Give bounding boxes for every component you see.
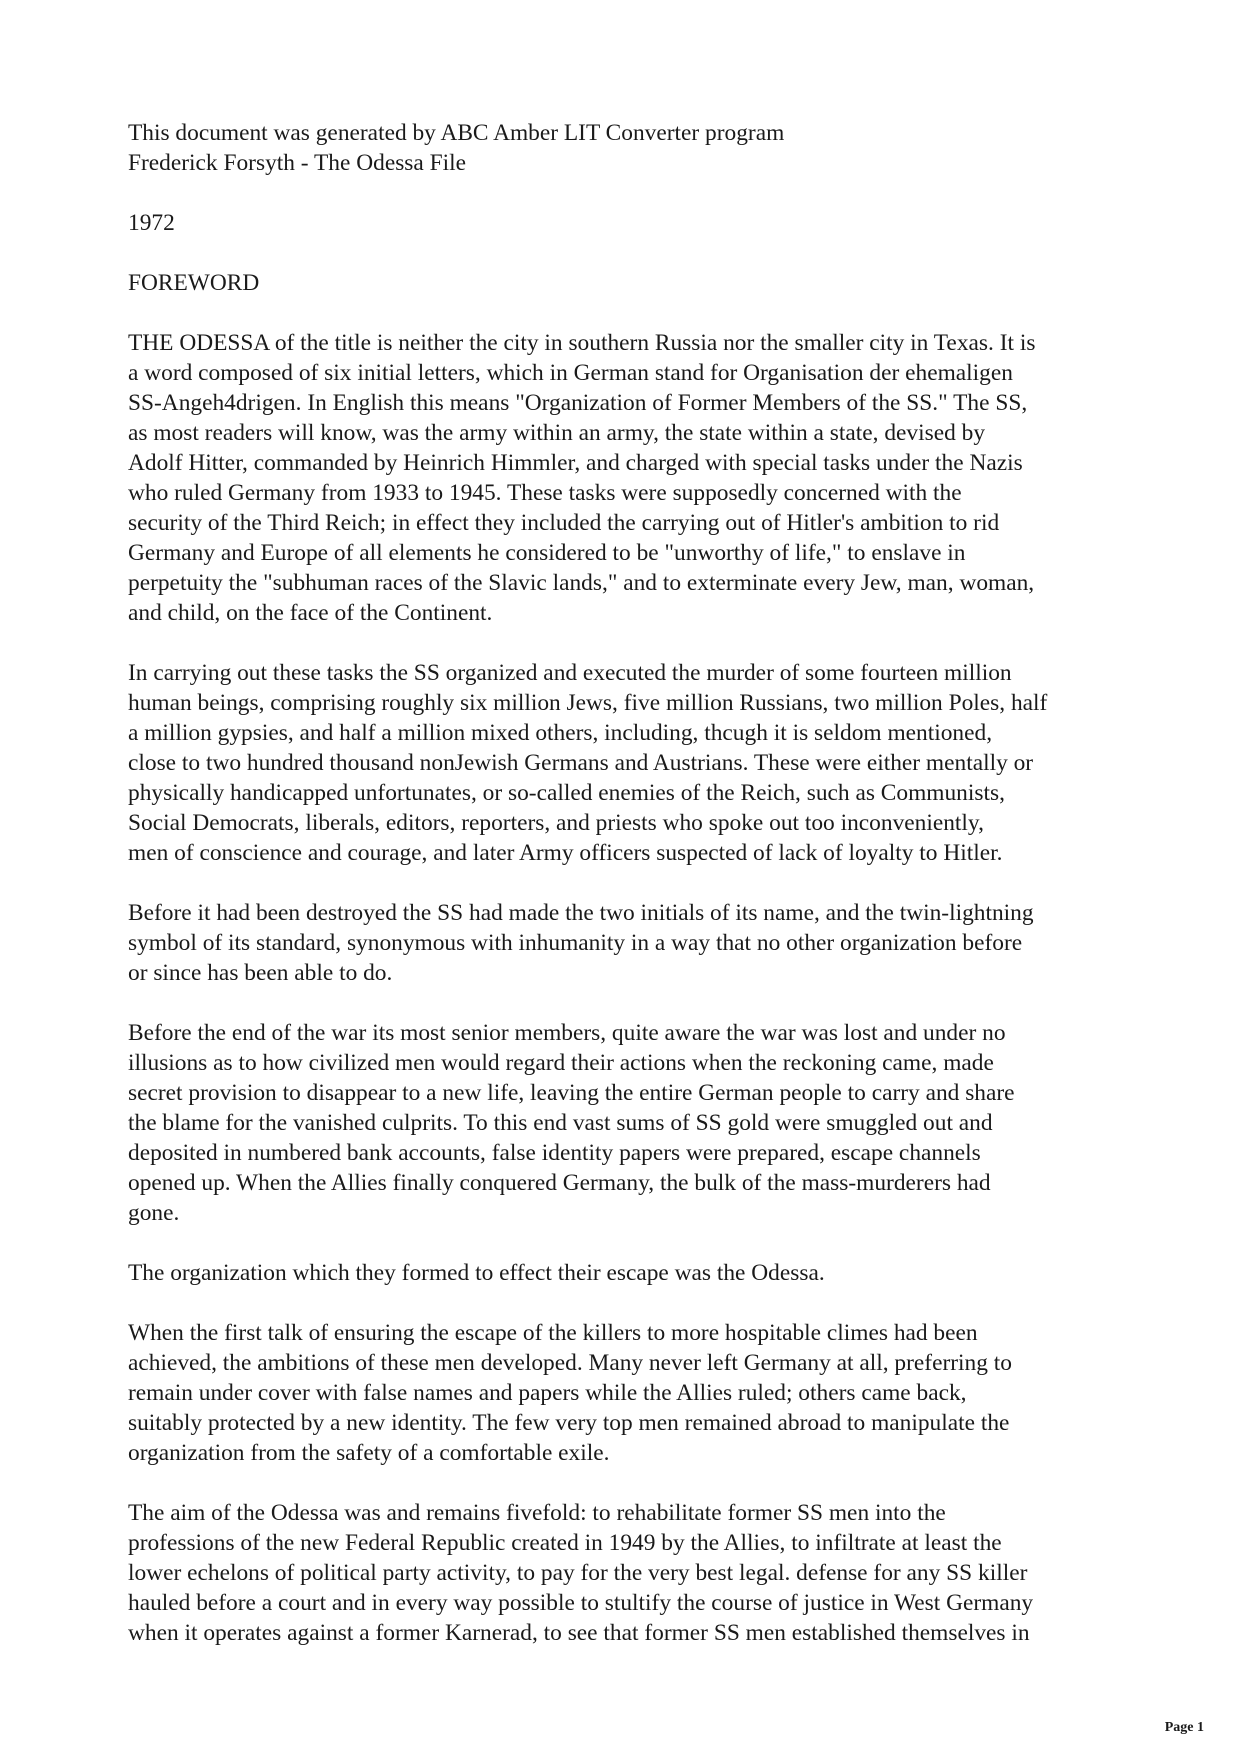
text-line: opened up. When the Allies finally conquered Germany, the bulk of the mass-murderers had — [128, 1170, 991, 1196]
text-line: close to two hundred thousand nonJewish Germans and Austrians. These were either mentally or — [128, 750, 1034, 776]
text-line: achieved, the ambitions of these men developed. Many never left Germany at all, preferring to — [128, 1350, 1012, 1376]
document-page — [128, 118, 1128, 1678]
text-line: a million gypsies, and half a million mixed others, including, thcugh it is seldom mentioned, — [128, 720, 993, 746]
paragraph — [128, 898, 1128, 988]
text-line: Social Democrats, liberals, editors, reporters, and priests who spoke out too inconveniently, — [128, 810, 984, 836]
text-line: THE ODESSA of the title is neither the city in southern Russia nor the smaller city in Texas. It is — [128, 330, 1036, 356]
publication-year: 1972 — [128, 210, 175, 236]
text-line: organization from the safety of a comfortable exile. — [128, 1440, 610, 1466]
paragraph — [128, 1018, 1128, 1228]
text-line: security of the Third Reich; in effect they included the carrying out of Hitler's ambition to rid — [128, 510, 1000, 536]
text-line: Before it had been destroyed the SS had made the two initials of its name, and the twin-lightning — [128, 900, 1034, 926]
text-line: perpetuity the "subhuman races of the Slavic lands," and to exterminate every Jew, man, woman, — [128, 570, 1035, 596]
text-line: the blame for the vanished culprits. To this end vast sums of SS gold were smuggled out and — [128, 1110, 993, 1136]
text-line: and child, on the face of the Continent. — [128, 600, 493, 626]
text-line: illusions as to how civilized men would regard their actions when the reckoning came, made — [128, 1050, 994, 1076]
generator-line: This document was generated by ABC Amber LIT Converter program — [128, 120, 785, 146]
text-line: Germany and Europe of all elements he considered to be "unworthy of life," to enslave in — [128, 540, 966, 566]
text-line: physically handicapped unfortunates, or so-called enemies of the Reich, such as Communists, — [128, 780, 1005, 806]
text-line: SS-Angeh4drigen. In English this means "Organization of Former Members of the SS." The SS, — [128, 390, 1028, 416]
text-line: who ruled Germany from 1933 to 1945. These tasks were supposedly concerned with the — [128, 480, 962, 506]
text-line: Before the end of the war its most senior members, quite aware the war was lost and under no — [128, 1020, 1006, 1046]
text-line: When the first talk of ensuring the escape of the killers to more hospitable climes had been — [128, 1320, 978, 1346]
text-line: secret provision to disappear to a new life, leaving the entire German people to carry and share — [128, 1080, 1015, 1106]
text-line: a word composed of six initial letters, which in German stand for Organisation der ehemaligen — [128, 360, 1013, 386]
page-number: Page 1 — [1164, 1720, 1204, 1735]
section-heading: FOREWORD — [128, 270, 260, 296]
paragraph — [128, 658, 1128, 868]
paragraph — [128, 1258, 1128, 1288]
text-line: symbol of its standard, synonymous with inhumanity in a way that no other organization before — [128, 930, 1023, 956]
text-line: deposited in numbered bank accounts, false identity papers were prepared, escape channels — [128, 1140, 981, 1166]
text-line: gone. — [128, 1200, 180, 1226]
document-header — [128, 118, 1128, 178]
text-line: when it operates against a former Karnerad, to see that former SS men established themselves in — [128, 1620, 1030, 1646]
text-line: professions of the new Federal Republic created in 1949 by the Allies, to infiltrate at least the — [128, 1530, 1002, 1556]
text-line: lower echelons of political party activity, to pay for the very best legal. defense for any SS killer — [128, 1560, 1028, 1586]
paragraph — [128, 1318, 1128, 1468]
text-line: The organization which they formed to effect their escape was the Odessa. — [128, 1260, 825, 1286]
text-line: men of conscience and courage, and later Army officers suspected of lack of loyalty to Hitler. — [128, 840, 1003, 866]
text-line: or since has been able to do. — [128, 960, 393, 986]
book-title-line: Frederick Forsyth - The Odessa File — [128, 150, 467, 176]
text-line: hauled before a court and in every way possible to stultify the course of justice in West Germany — [128, 1590, 1034, 1616]
text-line: as most readers will know, was the army within an army, the state within a state, devised by — [128, 420, 986, 446]
body-text — [128, 328, 1128, 1648]
text-line: remain under cover with false names and papers while the Allies ruled; others came back, — [128, 1380, 967, 1406]
text-line: Adolf Hitter, commanded by Heinrich Himmler, and charged with special tasks under the Nazis — [128, 450, 1023, 476]
text-line: The aim of the Odessa was and remains fivefold: to rehabilitate former SS men into the — [128, 1500, 946, 1526]
text-line: human beings, comprising roughly six million Jews, five million Russians, two million Poles, half — [128, 690, 1048, 716]
paragraph — [128, 1498, 1128, 1648]
text-line: suitably protected by a new identity. The few very top men remained abroad to manipulate the — [128, 1410, 1010, 1436]
text-line: In carrying out these tasks the SS organized and executed the murder of some fourteen million — [128, 660, 1012, 686]
paragraph — [128, 328, 1128, 628]
